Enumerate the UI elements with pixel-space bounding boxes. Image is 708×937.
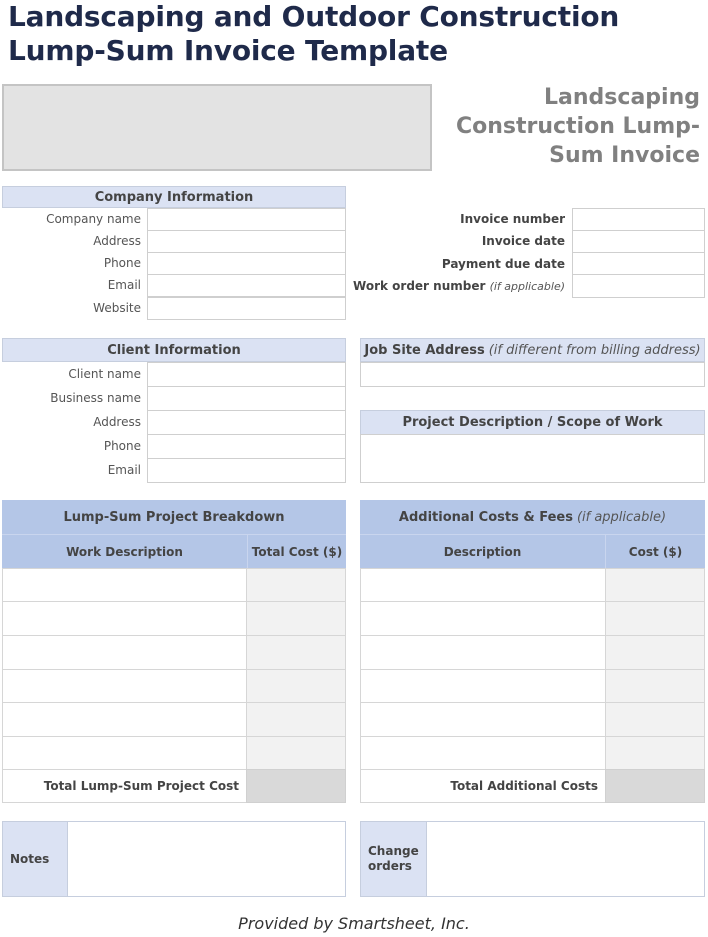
breakdown-desc-cell[interactable] <box>2 635 247 670</box>
breakdown-cost-cell[interactable] <box>246 736 346 770</box>
breakdown-title-text: Lump-Sum Project Breakdown <box>63 509 285 525</box>
additional-col-cost-text: Cost ($) <box>628 544 683 559</box>
notes-field[interactable] <box>67 821 346 897</box>
invoice-number-field[interactable] <box>572 208 705 231</box>
invoice-date-field[interactable] <box>572 230 705 253</box>
invoice-heading-line: Construction Lump- <box>455 114 700 139</box>
breakdown-cost-cell[interactable] <box>246 601 346 636</box>
breakdown-total-label-text: Total Lump-Sum Project Cost <box>43 779 239 793</box>
additional-desc-cell[interactable] <box>360 736 606 770</box>
breakdown-desc-cell[interactable] <box>2 669 247 703</box>
job-site-field[interactable] <box>360 362 705 387</box>
logo-placeholder[interactable] <box>2 84 432 171</box>
company-website-field[interactable] <box>147 297 346 320</box>
client-email-field[interactable] <box>147 458 346 483</box>
client-name-field[interactable] <box>147 362 346 387</box>
company-phone-label: Phone <box>103 256 141 270</box>
company-email-field[interactable] <box>147 274 346 297</box>
change-orders-field[interactable] <box>426 821 705 897</box>
additional-desc-cell[interactable] <box>360 635 606 670</box>
notes-label <box>2 821 68 897</box>
work-order-label <box>340 275 565 297</box>
additional-title-note: (if applicable) <box>576 509 667 525</box>
payment-due-field[interactable] <box>572 252 705 275</box>
job-site-header <box>360 338 705 362</box>
company-address-field[interactable] <box>147 230 346 253</box>
additional-desc-cell[interactable] <box>360 568 606 602</box>
breakdown-col-desc-text: Work Description <box>66 544 183 559</box>
client-info-header <box>2 338 346 362</box>
change-orders-label <box>360 821 427 897</box>
breakdown-desc-cell[interactable] <box>2 568 247 602</box>
client-phone-label: Phone <box>103 439 141 453</box>
invoice-heading <box>440 83 700 170</box>
client-address-label: Address <box>93 415 141 429</box>
work-order-field[interactable] <box>572 274 705 298</box>
project-description-header-text: Project Description / Scope of Work <box>402 415 663 430</box>
additional-desc-cell[interactable] <box>360 669 606 703</box>
breakdown-total-value <box>246 769 346 803</box>
additional-cost-cell[interactable] <box>605 669 705 703</box>
additional-col-cost <box>605 534 705 568</box>
breakdown-col-desc <box>2 534 247 568</box>
breakdown-col-cost <box>247 534 346 568</box>
footer-credit: Provided by Smartsheet, Inc. <box>238 914 470 933</box>
additional-cost-cell[interactable] <box>605 568 705 602</box>
additional-cost-cell[interactable] <box>605 601 705 636</box>
additional-total-value <box>605 769 705 803</box>
business-name-label: Business name <box>50 391 141 405</box>
client-name-label: Client name <box>68 367 141 381</box>
company-info-header <box>2 186 346 208</box>
breakdown-title <box>2 500 346 534</box>
payment-due-label: Payment due date <box>441 257 565 271</box>
additional-cost-cell[interactable] <box>605 736 705 770</box>
client-address-field[interactable] <box>147 410 346 435</box>
company-name-field[interactable] <box>147 208 346 231</box>
breakdown-desc-cell[interactable] <box>2 601 247 636</box>
page-title: Landscaping and Outdoor Construction Lump-Sum Invoice Template <box>8 0 620 67</box>
project-description-field[interactable] <box>360 434 705 483</box>
change-orders-label-line: Change <box>368 844 419 858</box>
company-name-label: Company name <box>46 212 141 226</box>
client-phone-field[interactable] <box>147 434 346 459</box>
breakdown-total-label <box>2 769 247 803</box>
job-site-header-text: Job Site Address <box>364 342 485 358</box>
breakdown-cost-cell[interactable] <box>246 702 346 737</box>
company-address-label: Address <box>93 234 141 248</box>
additional-title-text: Additional Costs & Fees <box>398 509 573 525</box>
breakdown-cost-cell[interactable] <box>246 568 346 602</box>
work-order-label-text: Work order number <box>353 279 486 293</box>
additional-cost-cell[interactable] <box>605 702 705 737</box>
company-info-header-text: Company Information <box>94 189 254 205</box>
invoice-number-label: Invoice number <box>460 212 565 226</box>
business-name-field[interactable] <box>147 386 346 411</box>
additional-cost-cell[interactable] <box>605 635 705 670</box>
breakdown-desc-cell[interactable] <box>2 702 247 737</box>
notes-label-text: Notes <box>10 851 50 866</box>
additional-total-label <box>360 769 606 803</box>
change-orders-label-line: orders <box>368 859 412 873</box>
breakdown-desc-cell[interactable] <box>2 736 247 770</box>
breakdown-cost-cell[interactable] <box>246 669 346 703</box>
job-site-note: (if different from billing address) <box>488 342 701 358</box>
project-description-header <box>360 410 705 435</box>
invoice-heading-line: Sum Invoice <box>549 143 700 168</box>
invoice-date-label: Invoice date <box>481 234 565 248</box>
additional-total-label-text: Total Additional Costs <box>450 779 598 793</box>
breakdown-col-cost-text: Total Cost ($) <box>251 544 343 559</box>
client-info-header-text: Client Information <box>107 342 241 358</box>
additional-title <box>360 500 705 534</box>
company-email-label: Email <box>107 278 141 292</box>
invoice-heading-line: Landscaping <box>544 85 700 110</box>
additional-col-desc <box>360 534 605 568</box>
company-website-label: Website <box>93 301 141 315</box>
company-phone-field[interactable] <box>147 252 346 275</box>
additional-col-desc-text: Description <box>443 544 522 559</box>
additional-desc-cell[interactable] <box>360 702 606 737</box>
client-email-label: Email <box>107 463 141 477</box>
additional-desc-cell[interactable] <box>360 601 606 636</box>
breakdown-cost-cell[interactable] <box>246 635 346 670</box>
work-order-note: (if applicable) <box>489 280 565 293</box>
